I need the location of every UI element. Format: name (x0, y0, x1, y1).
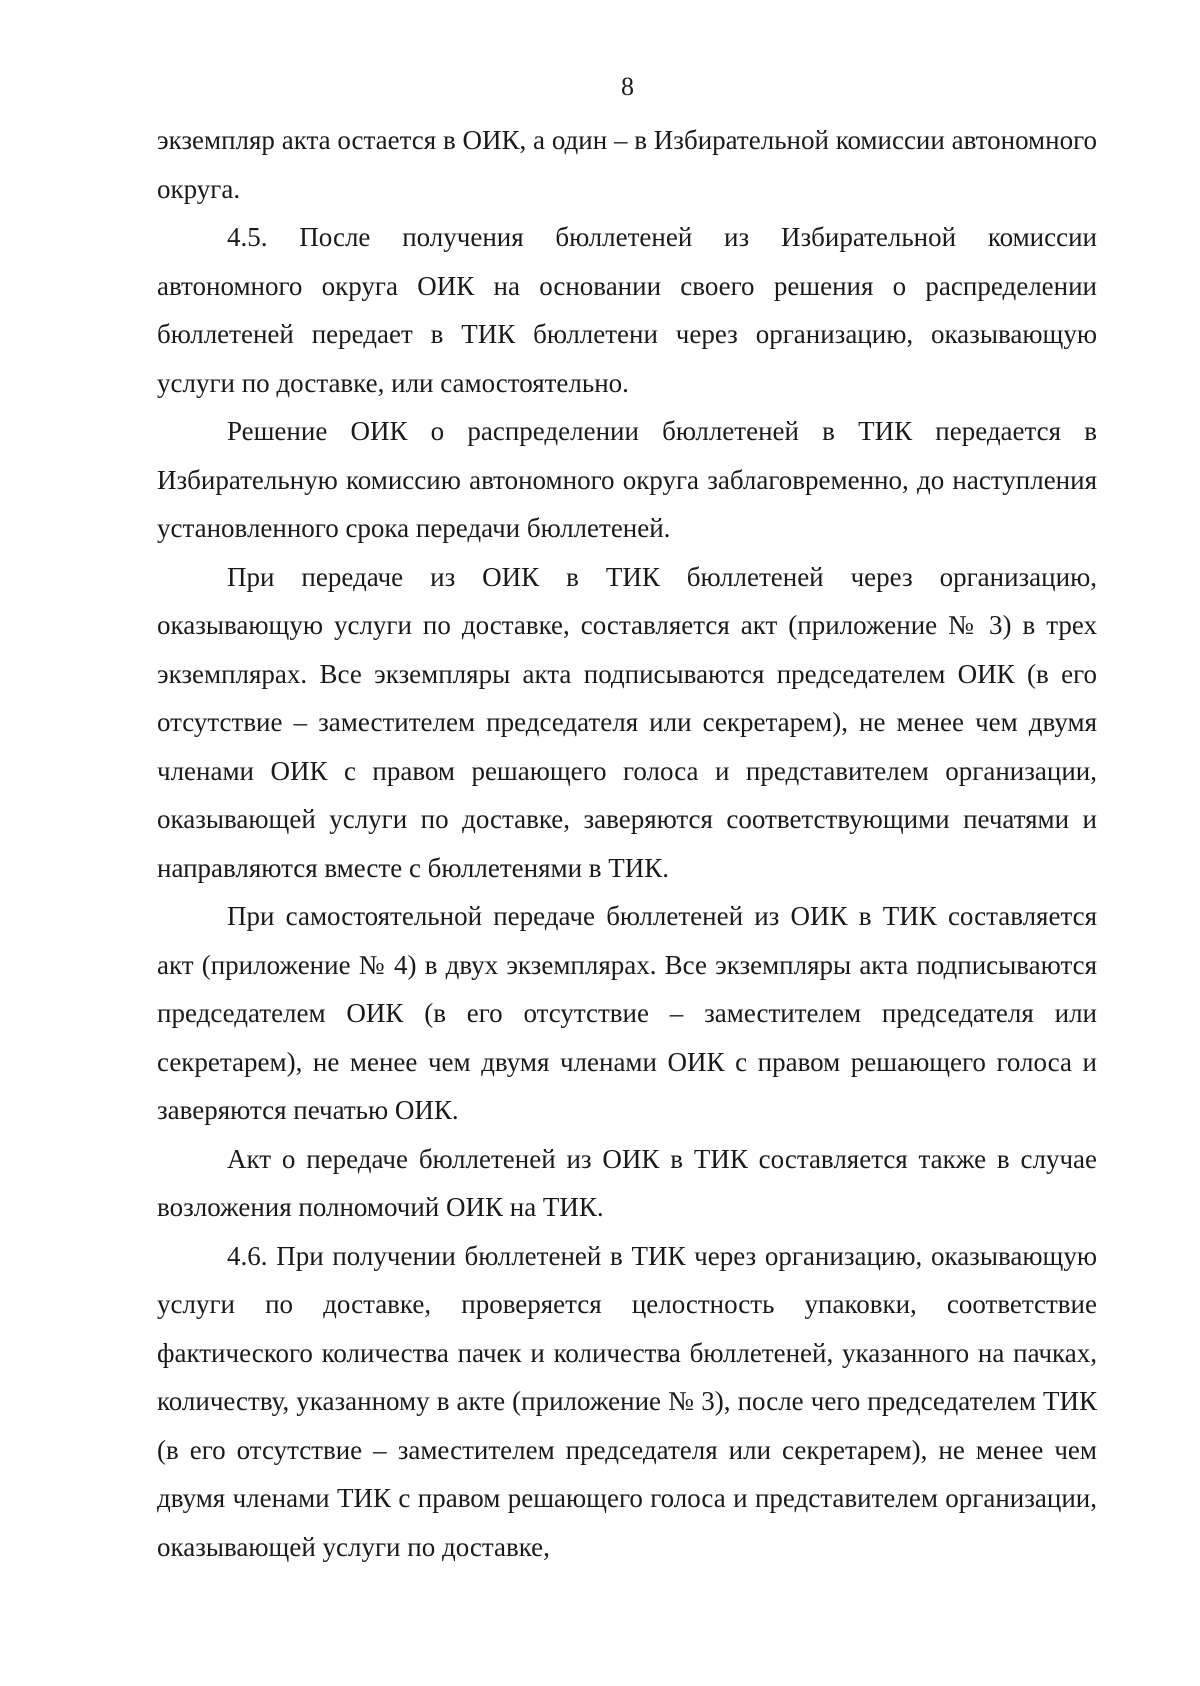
document-body (157, 116, 1097, 1571)
paragraph-delivery-act: При передаче из ОИК в ТИК бюллетеней через организацию, оказывающую услуги по доставке, составляется акт (приложение № 3) в трех экземплярах. Все экземпляры акта подписываются председателем ОИК (в его отсутствие – заместителем председателя или секретарем), не менее чем двумя членами ОИК с правом решающего голоса и представителем организации, оказывающей услуги по доставке, заверяются соответствующими печатями и направляются вместе с бюллетенями в ТИК. (157, 561, 1097, 883)
paragraph-continuation: экземпляр акта остается в ОИК, а один – в Избирательной комиссии автономного округа. (157, 125, 1097, 204)
paragraph-decision-transfer: Решение ОИК о распределении бюллетеней в ТИК передается в Избирательную комиссию автономного округа заблаговременно, до наступления установленного срока передачи бюллетеней. (157, 416, 1097, 543)
paragraph-powers-transfer: Акт о передаче бюллетеней из ОИК в ТИК составляется также в случае возложения полномочий ОИК на ТИК. (157, 1143, 1097, 1222)
paragraph-4-5: 4.5. После получения бюллетеней из Избирательной комиссии автономного округа ОИК на основании своего решения о распределении бюллетеней передает в ТИК бюллетени через организацию, оказывающую услуги по доставке, или самостоятельно. (157, 222, 1097, 398)
page-number: 8 (621, 72, 634, 101)
paragraph-self-transfer-act: При самостоятельной передаче бюллетеней из ОИК в ТИК составляется акт (приложение № 4) в двух экземплярах. Все экземпляры акта подписываются председателем ОИК (в его отсутствие – заместителем председателя или секретарем), не менее чем двумя членами ОИК с правом решающего голоса и заверяются печатью ОИК. (157, 901, 1097, 1125)
paragraph-4-6: 4.6. При получении бюллетеней в ТИК через организацию, оказывающую услуги по доставке, проверяется целостность упаковки, соответствие фактического количества пачек и количества бюллетеней, указанного на пачках, количеству, указанному в акте (приложение № 3), после чего председателем ТИК (в его отсутствие – заместителем председателя или секретарем), не менее чем двумя членами ТИК с правом решающего голоса и представителем организации, оказывающей услуги по доставке, (157, 1240, 1097, 1562)
